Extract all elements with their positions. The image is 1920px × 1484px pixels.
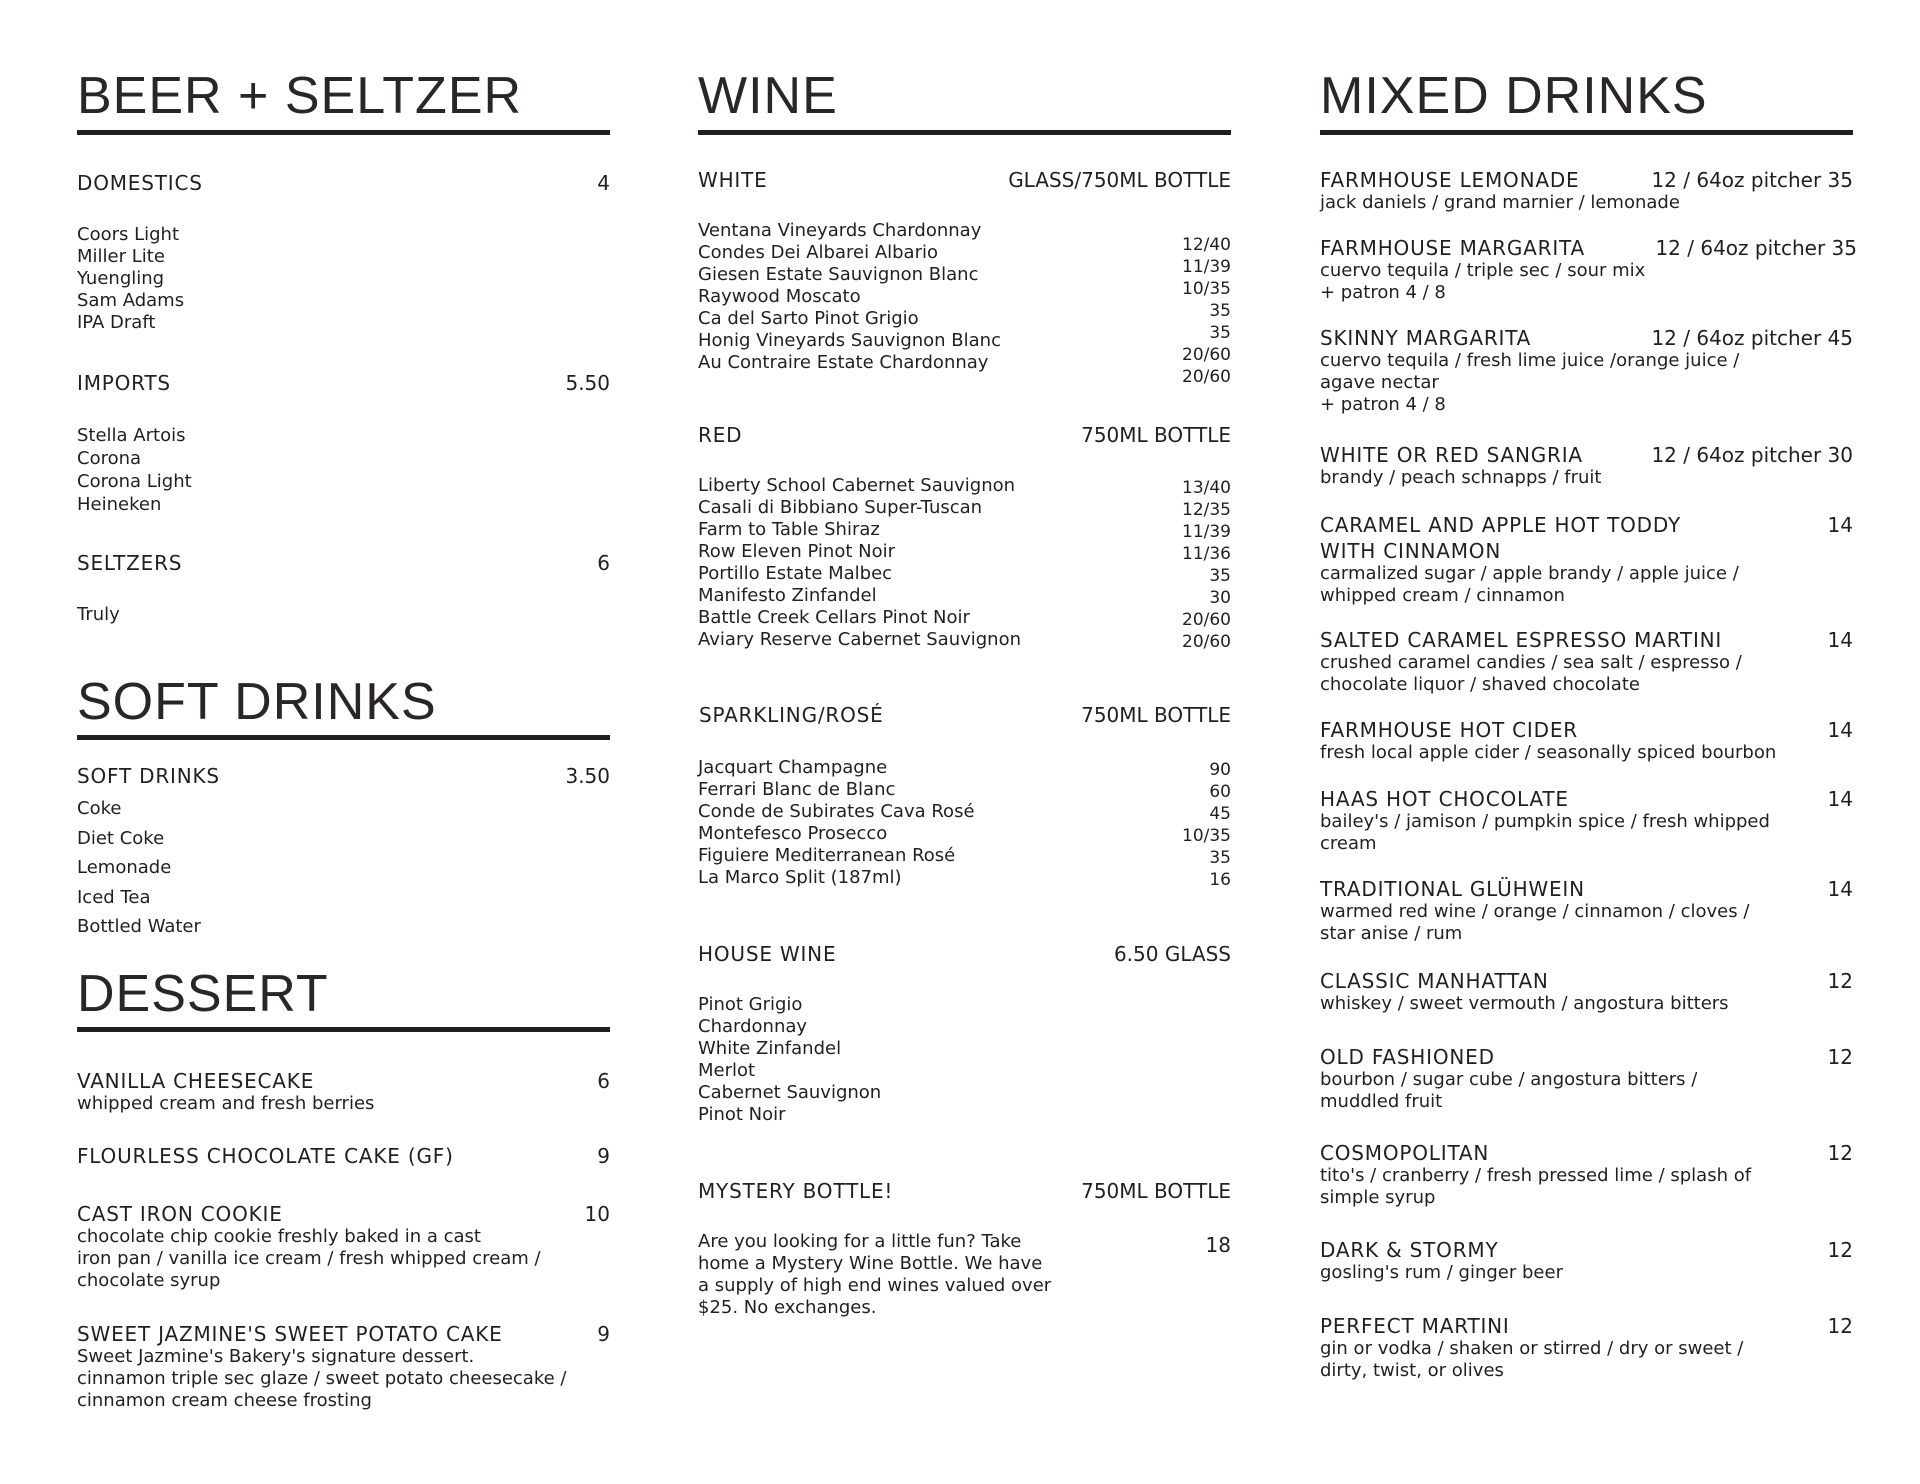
desc-line: carmalized sugar / apple brandy / apple juice / [1320,563,1739,584]
seltzers-label: SELTZERS [77,551,183,575]
drink-price: 12 [1827,1238,1853,1262]
drink-price: 12 [1827,1045,1853,1069]
list-item: La Marco Split (187ml) [698,867,902,888]
drink-desc [1320,1165,1751,1209]
sparkling-prices [1111,759,1231,891]
desc-line: cuervo tequila / triple sec / sour mix [1320,260,1646,281]
list-item: Corona [77,448,142,469]
drink-desc: fresh local apple cider / seasonally spiced bourbon [1320,742,1777,763]
list-item: Bottled Water [77,916,201,937]
wine-price: 35 [1209,323,1231,343]
drink-name: SKINNY MARGARITA [1320,326,1532,350]
desc-line: cinnamon triple sec glaze / sweet potato cheesecake / [77,1368,567,1389]
domestics-label: DOMESTICS [77,171,203,195]
list-item: Liberty School Cabernet Sauvignon [698,475,1016,496]
wine-price: 13/40 [1182,478,1231,498]
desc-line: iron pan / vanilla ice cream / fresh whipped cream / [77,1248,541,1269]
desc-line: bourbon / sugar cube / angostura bitters / [1320,1069,1698,1090]
wine-price: 11/36 [1182,544,1231,564]
sparkling-list [698,757,975,889]
drink-desc [1320,1338,1743,1382]
drink-name: CLASSIC MANHATTAN [1320,969,1549,993]
desc-line: cuervo tequila / fresh lime juice /orange juice / [1320,350,1740,371]
wine-price: 10/35 [1182,826,1231,846]
imports-label: IMPORTS [77,371,171,395]
dessert-name: VANILLA CHEESECAKE [77,1069,315,1093]
drink-desc [1320,652,1742,696]
list-item: Pinot Noir [698,1104,786,1125]
white-wine-list [698,220,1001,374]
wine-price: 60 [1209,782,1231,802]
list-item: Honig Vineyards Sauvignon Blanc [698,330,1001,351]
soft-drinks-label: SOFT DRINKS [77,764,220,788]
mixed-drinks-title-rule [1320,130,1853,135]
wine-price: 45 [1209,804,1231,824]
list-item: Portillo Estate Malbec [698,563,893,584]
list-item: Heineken [77,494,162,515]
dessert-price: 6 [597,1069,610,1093]
list-item: Sam Adams [77,290,185,311]
drink-name: SALTED CARAMEL ESPRESSO MARTINI [1320,628,1723,652]
dessert-price: 10 [584,1202,610,1226]
wine-price: 10/35 [1182,279,1231,299]
drink-price: 12 [1827,1314,1853,1338]
sparkling-label: SPARKLING/ROSÉ [699,703,884,727]
dessert-desc [77,1346,566,1412]
list-item: Chardonnay [698,1016,808,1037]
list-item: Merlot [698,1060,756,1081]
drink-name: OLD FASHIONED [1320,1045,1495,1069]
dessert-name: FLOURLESS CHOCOLATE CAKE (GF) [77,1144,454,1168]
list-item: Giesen Estate Sauvignon Blanc [698,264,979,285]
desc-line: chocolate chip cookie freshly baked in a cast [77,1226,481,1247]
soft-drinks-price: 3.50 [565,764,610,788]
wine-price: 20/60 [1182,610,1231,630]
domestics-list [77,224,184,334]
desc-line: simple syrup [1320,1187,1436,1208]
wine-price: 20/60 [1182,367,1231,387]
desc-line: home a Mystery Wine Bottle. We have [698,1253,1043,1274]
list-item: Iced Tea [77,886,151,908]
list-item: Coors Light [77,224,180,245]
wine-price: 16 [1209,870,1231,890]
dessert-section-title: DESSERT [77,965,329,1023]
drink-price: 12 / 64oz pitcher 30 [1651,443,1853,467]
drink-name: FARMHOUSE LEMONADE [1320,168,1580,192]
list-item: Pinot Grigio [698,994,803,1015]
list-item: Battle Creek Cellars Pinot Noir [698,607,970,628]
list-item: Diet Coke [77,827,165,849]
drink-name: CARAMEL AND APPLE HOT TODDY [1320,513,1681,537]
wine-price: 12/35 [1182,500,1231,520]
drink-price: 14 [1827,628,1853,652]
list-item: Jacquart Champagne [698,757,888,778]
wine-price: 90 [1209,760,1231,780]
desc-line: + patron 4 / 8 [1320,394,1446,415]
list-item: Lemonade [77,857,172,878]
dessert-name: SWEET JAZMINE'S SWEET POTATO CAKE [77,1322,503,1346]
drink-desc [1320,260,1645,304]
desc-line: gin or vodka / shaken or stirred / dry or sweet / [1320,1338,1744,1359]
seltzers-list [77,604,120,626]
drink-name: FARMHOUSE MARGARITA [1320,236,1585,260]
list-item: IPA Draft [77,312,156,333]
soft-drinks-section-title: SOFT DRINKS [77,673,437,731]
wine-price: 20/60 [1182,345,1231,365]
drink-price: 14 [1827,877,1853,901]
red-wine-label: RED [698,423,743,447]
desc-line: star anise / rum [1320,923,1463,944]
dessert-desc [77,1226,541,1292]
list-item: White Zinfandel [698,1038,842,1059]
list-item: Manifesto Zinfandel [698,585,877,606]
drink-name: WITH CINNAMON [1320,539,1502,563]
desc-line: tito's / cranberry / fresh pressed lime / splash of [1320,1165,1752,1186]
red-wine-unit: 750ML BOTTLE [1081,423,1231,447]
drink-price: 12 [1827,969,1853,993]
drink-price: 12 / 64oz pitcher 35 [1651,168,1853,192]
imports-list [77,424,192,516]
mystery-bottle-desc [698,1231,1051,1319]
seltzers-price: 6 [597,551,610,575]
white-wine-prices [1111,234,1231,388]
drink-desc [1320,563,1739,607]
list-item: Cabernet Sauvignon [698,1082,882,1103]
drink-price: 12 [1827,1141,1853,1165]
list-item: Aviary Reserve Cabernet Sauvignon [698,629,1022,650]
wine-title-rule [698,130,1231,135]
desc-line: dirty, twist, or olives [1320,1360,1504,1381]
list-item: Raywood Moscato [698,286,861,307]
list-item: Montefesco Prosecco [698,823,888,844]
mixed-drinks-section-title: MIXED DRINKS [1320,67,1708,125]
drink-desc: whiskey / sweet vermouth / angostura bitters [1320,993,1729,1014]
drink-name: HAAS HOT CHOCOLATE [1320,787,1569,811]
desc-line: chocolate syrup [77,1270,221,1291]
desc-line: $25. No exchanges. [698,1297,877,1318]
drink-name: TRADITIONAL GLÜHWEIN [1320,877,1585,901]
desc-line: cream [1320,833,1377,854]
drink-name: PERFECT MARTINI [1320,1314,1510,1338]
desc-line: muddled fruit [1320,1091,1443,1112]
wine-price: 12/40 [1182,235,1231,255]
house-wine-unit: 6.50 GLASS [1113,942,1231,966]
list-item: Corona Light [77,471,192,492]
drink-desc [1320,901,1749,945]
drink-price: 12 / 64oz pitcher 35 [1655,236,1857,260]
house-wine-label: HOUSE WINE [698,942,837,966]
wine-price: 20/60 [1182,632,1231,652]
dessert-price: 9 [597,1322,610,1346]
imports-price: 5.50 [565,371,610,395]
desc-line: + patron 4 / 8 [1320,282,1446,303]
drink-name: COSMOPOLITAN [1320,1141,1490,1165]
drink-name: WHITE OR RED SANGRIA [1320,443,1583,467]
wine-price: 11/39 [1182,257,1231,277]
drink-desc: jack daniels / grand marnier / lemonade [1320,192,1680,213]
dessert-desc: whipped cream and fresh berries [77,1093,375,1114]
white-wine-label: WHITE [698,168,768,192]
mystery-bottle-label: MYSTERY BOTTLE! [698,1179,894,1203]
list-item: Coke [77,798,122,819]
desc-line: chocolate liquor / shaved chocolate [1320,674,1640,695]
desc-line: agave nectar [1320,372,1439,393]
drink-desc [1320,1069,1697,1113]
wine-price: 35 [1209,566,1231,586]
desc-line: crushed caramel candies / sea salt / espresso / [1320,652,1742,673]
drink-name: FARMHOUSE HOT CIDER [1320,718,1578,742]
white-wine-unit: GLASS/750ML BOTTLE [1008,168,1231,192]
desc-line: whipped cream / cinnamon [1320,585,1565,606]
desc-line: Sweet Jazmine's Bakery's signature dessert. [77,1346,475,1367]
sparkling-unit: 750ML BOTTLE [1081,703,1231,727]
desc-line: Are you looking for a little fun? Take [698,1231,1022,1252]
dessert-title-rule [77,1027,610,1032]
list-item: Condes Dei Albarei Albario [698,242,939,263]
list-item: Ferrari Blanc de Blanc [698,779,896,800]
domestics-price: 4 [597,171,610,195]
list-item: Ca del Sarto Pinot Grigio [698,308,919,329]
drink-price: 14 [1827,718,1853,742]
desc-line: warmed red wine / orange / cinnamon / cloves / [1320,901,1750,922]
drink-desc: gosling's rum / ginger beer [1320,1262,1563,1283]
list-item: Yuengling [77,268,165,289]
drink-price: 12 / 64oz pitcher 45 [1651,326,1853,350]
list-item: Stella Artois [77,425,186,446]
drink-desc [1320,350,1739,416]
beer-section-title: BEER + SELTZER [77,67,523,125]
list-item: Figuiere Mediterranean Rosé [698,845,956,866]
list-item: Conde de Subirates Cava Rosé [698,801,975,822]
red-wine-prices [1111,477,1231,653]
list-item: Row Eleven Pinot Noir [698,541,895,562]
mystery-bottle-unit: 750ML BOTTLE [1081,1179,1231,1203]
list-item: Truly [77,604,120,625]
soft-drinks-title-rule [77,735,610,740]
list-item: Farm to Table Shiraz [698,519,880,540]
beer-title-rule [77,130,610,135]
list-item: Miller Lite [77,246,165,267]
mystery-bottle-price: 18 [1205,1233,1231,1257]
drink-price: 14 [1827,513,1853,537]
wine-price: 35 [1209,848,1231,868]
house-wine-list [698,994,881,1126]
dessert-price: 9 [597,1144,610,1168]
wine-price: 35 [1209,301,1231,321]
list-item: Au Contraire Estate Chardonnay [698,352,989,373]
desc-line: bailey's / jamison / pumpkin spice / fresh whipped [1320,811,1770,832]
desc-line: cinnamon cream cheese frosting [77,1390,372,1411]
dessert-name: CAST IRON COOKIE [77,1202,283,1226]
list-item: Casali di Bibbiano Super-Tuscan [698,497,983,518]
desc-line: a supply of high end wines valued over [698,1275,1052,1296]
wine-price: 30 [1209,588,1231,608]
list-item: Ventana Vineyards Chardonnay [698,220,982,241]
wine-section-title: WINE [698,67,838,125]
drink-desc: brandy / peach schnapps / fruit [1320,467,1602,488]
red-wine-list [698,475,1021,651]
drink-name: DARK & STORMY [1320,1238,1499,1262]
drink-price: 14 [1827,787,1853,811]
wine-price: 11/39 [1182,522,1231,542]
soft-drinks-list [77,794,201,942]
drink-desc [1320,811,1770,855]
